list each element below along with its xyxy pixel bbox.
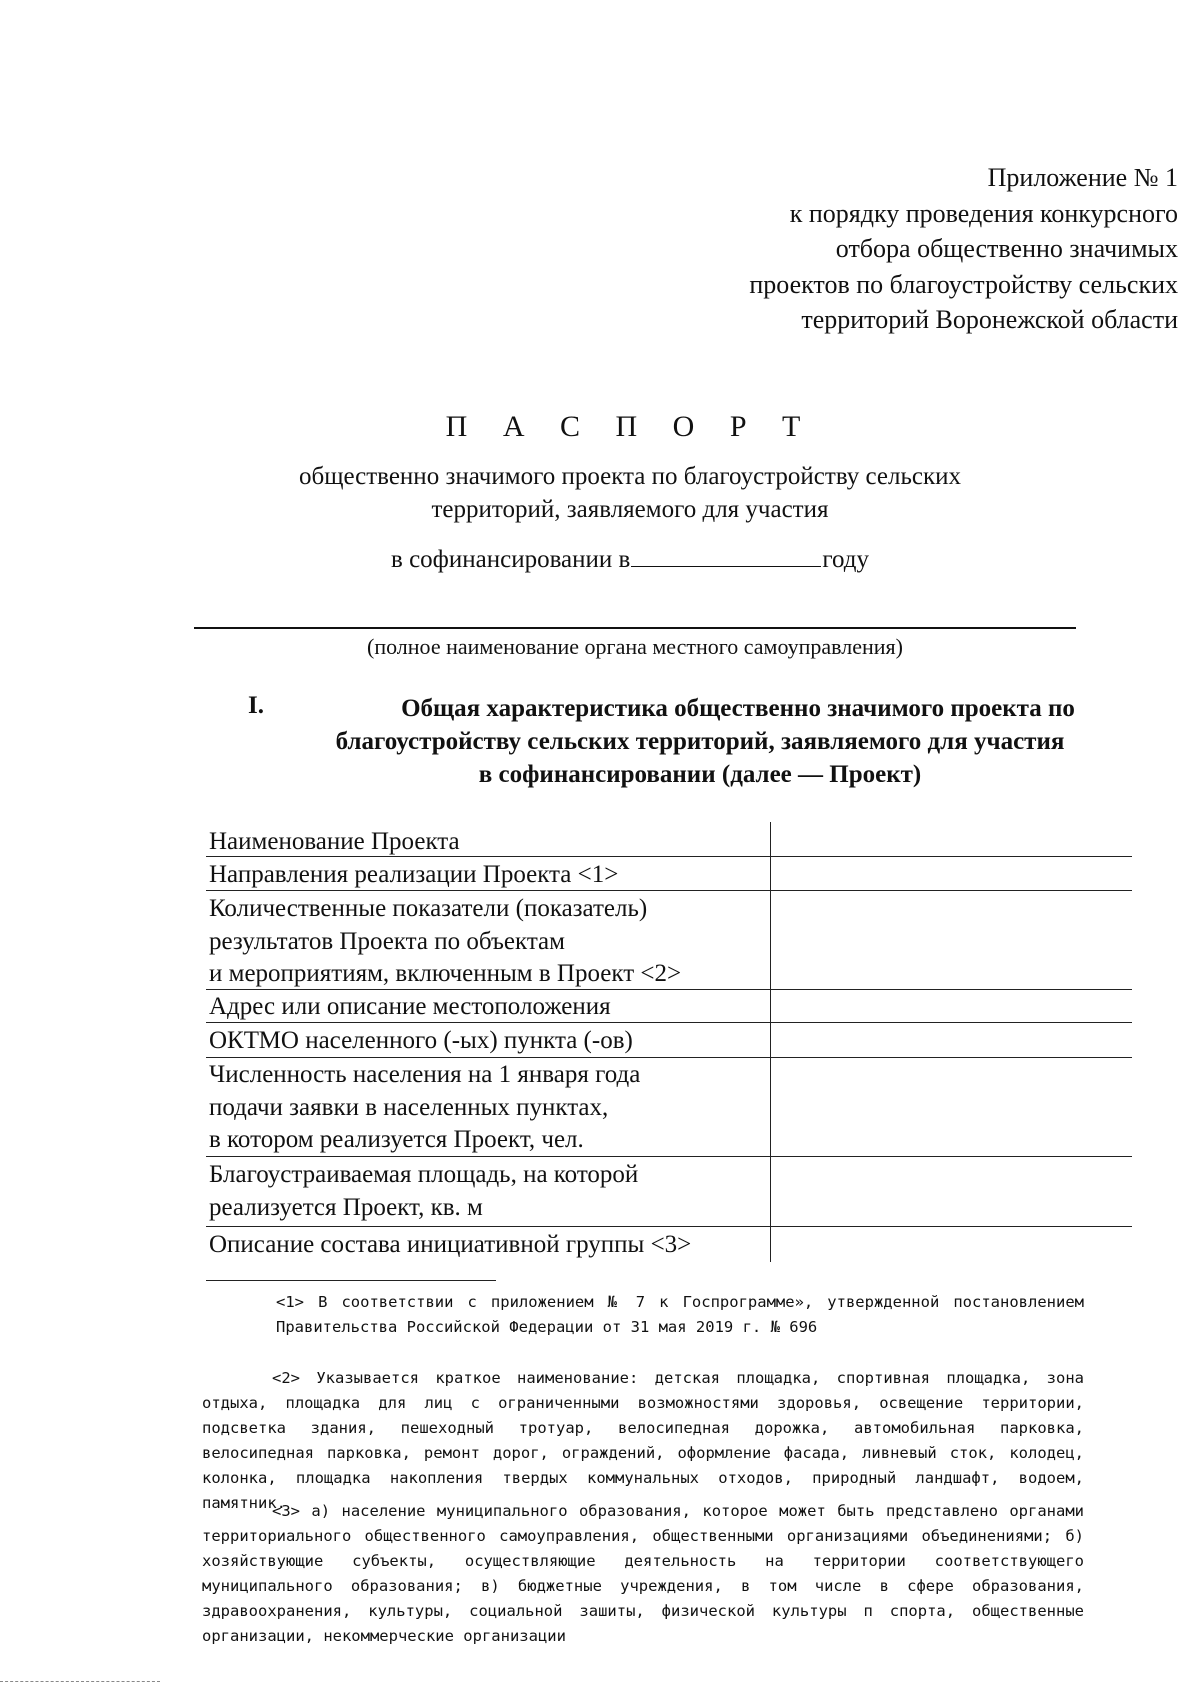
section-title [270,692,1130,791]
section-title-line: благоустройству сельских территорий, заявляемого для участия [335,728,1065,755]
table-cell-text: Количественные показатели (показатель) [209,895,648,922]
table-cell-text: ОКТМО населенного (-ых) пункта (-ов) [209,1027,633,1054]
table-row-oktmo [209,1025,769,1058]
table-cell-text: Описание состава инициативной группы <3> [209,1231,692,1258]
table-cell-text: и мероприятиям, включенным в Проект <2> [209,960,682,987]
attachment-line: территорий Воронежской области [801,305,1178,334]
year-blank-field[interactable] [631,546,821,567]
footnote-1: <1> В соответствии с приложением № 7 к Госпрограмме», утвержденной постановлением Правительства Российской Федерации от 31 мая 2019 г. № 696 [276,1293,1084,1336]
table-row-address [209,991,769,1024]
table-cell-text: Благоустраиваемая площадь, на которой [209,1161,639,1188]
passport-subtitle [0,460,1200,526]
table-row-divider [206,1226,1132,1227]
org-name-blank-line[interactable] [194,627,1076,629]
subtitle-line: территорий, заявляемого для участия [431,496,829,523]
table-cell-text: подачи заявки в населенных пунктах, [209,1093,609,1121]
attachment-line: отбора общественно значимых [835,234,1178,263]
table-row-directions [209,859,769,892]
footnote-2: <2> Указывается краткое наименование: детская площадка, спортивная площадка, зона отдыха, площадка для лиц с ограниченными возможностями здоровья, освещение территории, подсветка здания, пешеходный тротуар, велосипедная дорожка, автомобильная парковка, велосипедная парковка, ремонт дорог, ограждений, оформление фасада, ливневый сток, колодец, колонка, площадка накопления твердых коммунальных отходов, природный ландшафт, водоем, памятник. [202,1369,1084,1512]
attachment-line: Приложение № 1 [987,163,1178,192]
table-row-area [209,1159,769,1224]
subtitle-line: общественно значимого проекта по благоустройству сельских [298,463,962,490]
cofinancing-prefix: в софинансировании в [391,546,631,573]
table-cell-text: результатов Проекта по объектам [209,927,565,955]
scan-edge-mark [0,1681,160,1682]
org-name-caption: (полное наименование органа местного самоуправления) [367,634,903,659]
attachment-header [749,160,1178,338]
footnote-separator [206,1280,496,1281]
table-cell-text: Численность населения на 1 января года [209,1061,641,1088]
table-cell-text: в котором реализуется Проект, чел. [209,1126,584,1153]
table-cell-text: Наименование Проекта [209,828,460,855]
section-title-line: в софинансировании (далее — Проект) [478,761,922,788]
table-row-population [209,1059,769,1157]
table-row-indicators [209,893,769,991]
table-column-divider [770,822,771,1262]
table-cell-text: Адрес или описание местоположения [209,993,611,1020]
table-cell-text: Направления реализации Проекта <1> [209,861,619,888]
table-row-project-name [209,826,769,859]
table-cell-text: реализуется Проект, кв. м [209,1193,483,1221]
table-row-initiative-group [209,1229,769,1262]
footnote-3: <3> а) население муниципального образования, которое может быть представлено органами территориального общественного самоуправления, общественными организациями объединениями; б) хозяйствующие субъекты, осуществляющие деятельность на территории соответствующего муниципального образования; в) бюджетные учреждения, в том числе в сфере образования, здравоохранения, культуры, социальной зашиты, физической культуры п спорта, общественные организации, некоммерческие организации [202,1502,1084,1645]
section-number: I. [248,692,264,719]
attachment-line: проектов по благоустройству сельских [749,269,1178,299]
section-title-line: Общая характеристика общественно значимого проекта по [401,695,1075,722]
attachment-line: к порядку проведения конкурсного [789,198,1178,228]
passport-title: П А С П О Р Т [445,410,815,443]
cofinancing-line [0,546,1200,574]
cofinancing-suffix: году [822,546,869,573]
